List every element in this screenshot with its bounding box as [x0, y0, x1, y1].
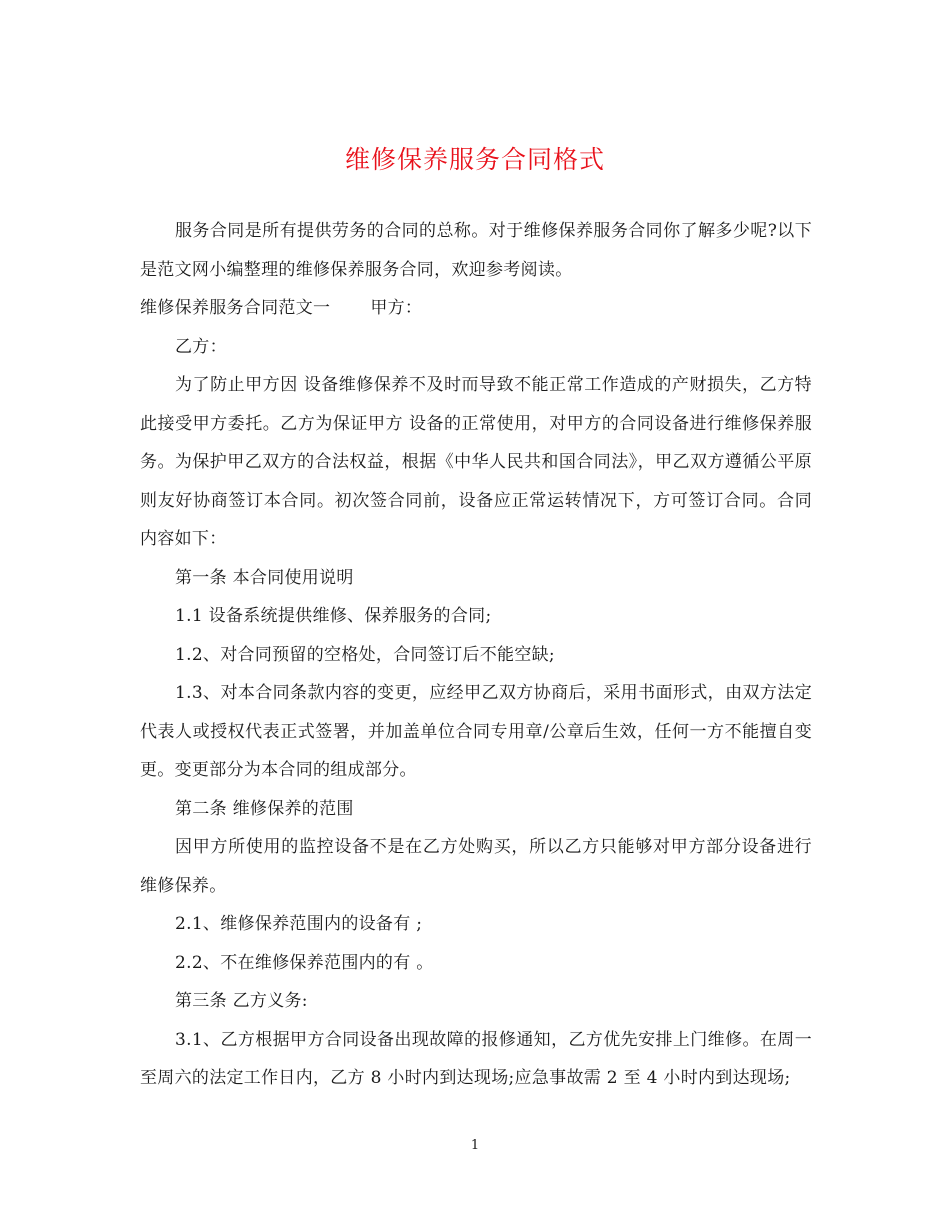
clause-3-1: 3.1、乙方根据甲方合同设备出现故障的报修通知，乙方优先安排上门维修。在周一至周六的法定工作日内，乙方 8 小时内到达现场;应急事故需 2 至 4 小时内到达现场; — [140, 1029, 812, 1088]
clause-2-2: 2.2、不在维修保养范围内的有 。 — [175, 952, 434, 973]
intro-paragraph: 服务合同是所有提供劳务的合同的总称。对于维修保养服务合同你了解多少呢?以下是范文网小编整理的维修保养服务合同，欢迎参考阅读。 — [140, 221, 812, 280]
article-2-paragraph: 因甲方所使用的监控设备不是在乙方处购买，所以乙方只能够对甲方部分设备进行维修保养。 — [140, 837, 812, 896]
clause-1-3: 1.3、对本合同条款内容的变更，应经甲乙双方协商后，采用书面形式，由双方法定代表人或授权代表正式签署，并加盖单位合同专用章/公章后生效，任何一方不能擅自变更。变更部分为本合同的组成部分。 — [140, 683, 812, 780]
article-1-heading: 第一条 本合同使用说明 — [175, 567, 354, 588]
document-body — [140, 212, 812, 1098]
sample-heading: 维修保养服务合同范文一 — [140, 298, 331, 318]
clause-1-1: 1.1 设备系统提供维修、保养服务的合同; — [175, 606, 492, 626]
clause-2-1: 2.1、维修保养范围内的设备有 ; — [175, 914, 423, 934]
document-title: 维修保养服务合同格式 — [344, 145, 605, 174]
party-a-label: 甲方： — [370, 298, 423, 318]
preamble-paragraph: 为了防止甲方因 设备维修保养不及时而导致不能正常工作造成的产财损失，乙方特此接受甲方委托。乙方为保证甲方 设备的正常使用，对甲方的合同设备进行维修保养服务。为保护甲乙双方的合法权益，根据《中华人民共和国合同法》，甲乙双方遵循公平原则友好协商签订本合同。初次签合同前，设备应正常运转情况下，方可签订合同。合同内容如下： — [140, 375, 812, 549]
clause-1-2: 1.2、对合同预留的空格处，合同签订后不能空缺; — [175, 644, 555, 665]
party-b-label: 乙方： — [175, 336, 227, 357]
article-3-heading: 第三条 乙方义务: — [175, 991, 308, 1011]
page-number: 1 — [470, 1138, 480, 1153]
article-2-heading: 第二条 维修保养的范围 — [175, 798, 354, 819]
party-line — [140, 289, 812, 328]
